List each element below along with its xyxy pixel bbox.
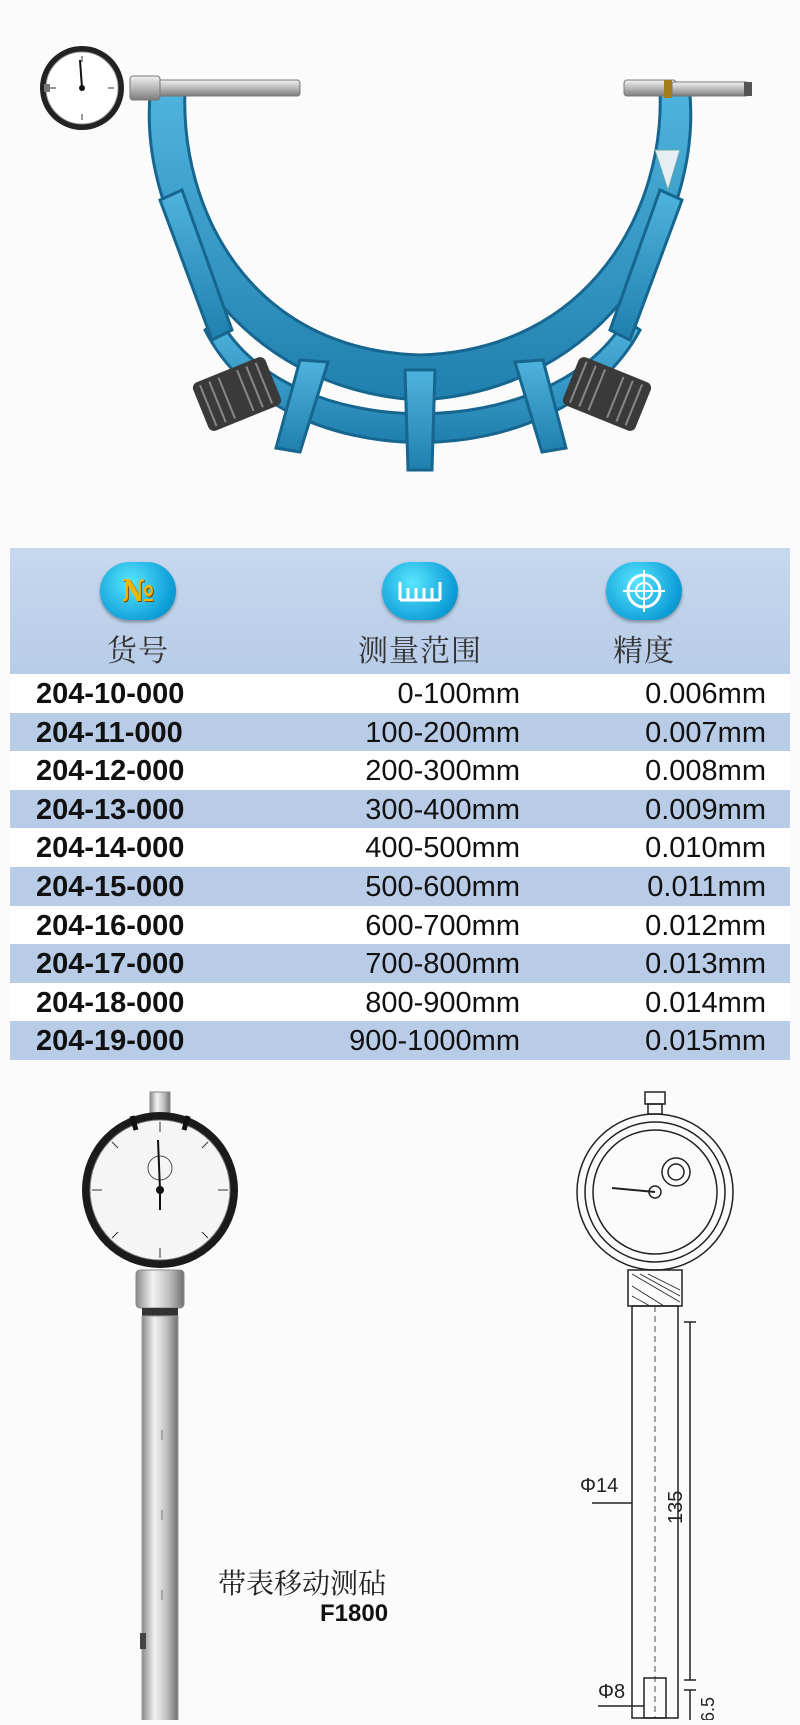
row-precision: 0.007mm — [645, 716, 766, 749]
row-code: 204-17-000 — [36, 948, 185, 981]
row-range: 700-800mm — [365, 948, 520, 981]
row-code: 204-18-000 — [36, 986, 185, 1019]
row-range: 600-700mm — [365, 909, 520, 942]
left-knurled-nut — [191, 355, 283, 432]
header-code-label: 货号 — [107, 634, 169, 669]
row-code: 204-12-000 — [36, 755, 185, 788]
table-row — [10, 674, 790, 713]
header-precision — [544, 562, 744, 670]
shaft-diameter-label: Φ14 — [580, 1475, 619, 1497]
number-sign-icon — [100, 562, 176, 620]
row-code: 204-11-000 — [36, 716, 183, 749]
row-code: 204-16-000 — [36, 909, 185, 942]
dial-gauge-icon — [40, 46, 124, 130]
table-row — [10, 944, 790, 983]
header-precision-label: 精度 — [613, 634, 675, 669]
row-range: 300-400mm — [365, 793, 520, 826]
row-precision: 0.010mm — [645, 832, 766, 865]
table-header — [10, 548, 790, 674]
table-row — [10, 867, 790, 906]
table-row — [10, 983, 790, 1022]
header-range — [320, 562, 520, 670]
dial-anvil-section — [0, 1070, 800, 1720]
table-row — [10, 790, 790, 829]
row-range: 500-600mm — [365, 870, 520, 903]
table-row — [10, 1021, 790, 1060]
row-code: 204-10-000 — [36, 678, 185, 710]
row-code: 204-13-000 — [36, 793, 185, 826]
row-precision: 0.013mm — [645, 948, 766, 981]
micrometer-photo — [0, 0, 800, 540]
row-precision: 0.012mm — [645, 909, 766, 942]
row-code: 204-14-000 — [36, 832, 185, 865]
tip-diameter-label: Φ8 — [598, 1681, 626, 1703]
table-row — [10, 828, 790, 867]
header-range-label: 测量范围 — [358, 634, 482, 669]
crosshair-target-icon — [606, 562, 682, 620]
row-range: 0-100mm — [397, 678, 520, 710]
header-code — [38, 562, 238, 670]
dial-gauge-photo — [82, 1092, 238, 1720]
row-range: 100-200mm — [365, 716, 520, 749]
product-model: F1800 — [320, 1600, 389, 1627]
row-range: 400-500mm — [365, 832, 520, 865]
ruler-range-icon — [382, 562, 458, 620]
table-row — [10, 713, 790, 752]
row-precision: 0.008mm — [645, 755, 766, 788]
micrometer-illustration — [0, 0, 800, 540]
row-range: 200-300mm — [365, 755, 520, 788]
table-body — [10, 674, 790, 1060]
row-range: 800-900mm — [365, 986, 520, 1019]
right-knurled-nut — [561, 355, 653, 432]
table-row — [10, 906, 790, 945]
row-code: 204-19-000 — [36, 1025, 185, 1058]
row-precision: 0.009mm — [645, 793, 766, 826]
row-code: 204-15-000 — [36, 870, 185, 903]
row-precision: 0.011mm — [647, 870, 766, 903]
product-caption: 带表移动测砧 — [218, 1567, 387, 1600]
row-precision: 0.006mm — [645, 678, 766, 710]
dial-anvil-illustration — [0, 1070, 800, 1720]
dial-anvil-technical-drawing — [577, 1092, 733, 1720]
row-range: 900-1000mm — [349, 1025, 520, 1058]
spec-table — [10, 548, 790, 1060]
tip-length-dimension-label: 6.5 — [698, 1696, 718, 1720]
table-row — [10, 751, 790, 790]
badge-text: № — [121, 573, 155, 609]
row-precision: 0.014mm — [645, 986, 766, 1019]
row-precision: 0.015mm — [645, 1025, 766, 1058]
length-dimension-label: 135 — [665, 1490, 687, 1524]
